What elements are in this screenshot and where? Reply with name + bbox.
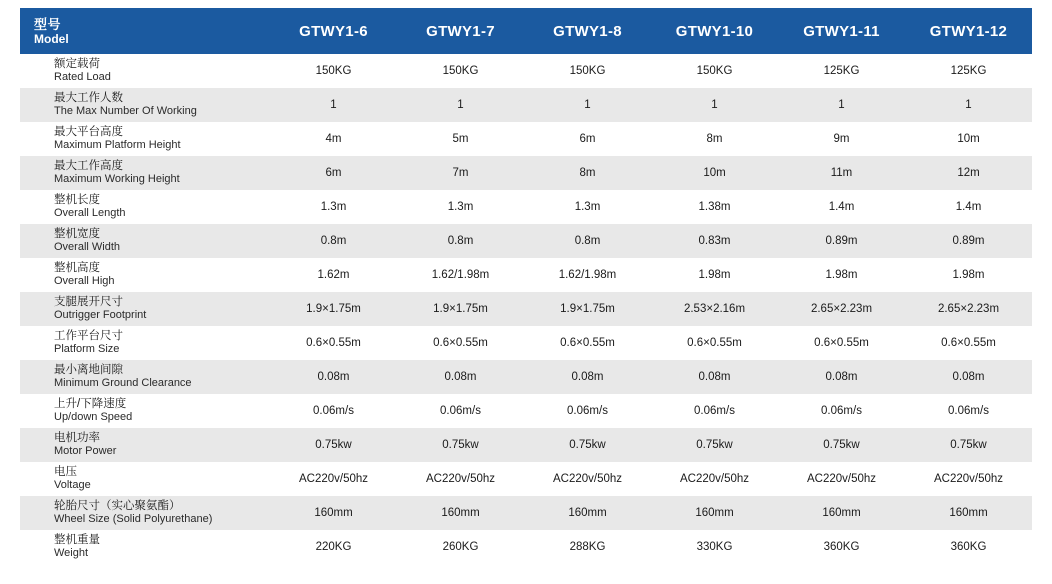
row-label-en: Outrigger Footprint [54,309,147,321]
cell-value: 0.08m [825,371,858,383]
row-label [20,360,270,394]
cell-value: 6m [325,167,342,179]
cell-value: 0.8m [447,235,474,247]
cell-value: 288KG [569,541,606,553]
cell-value: 1.3m [447,201,474,213]
header-model-label-en: Model [34,31,69,46]
row-label-cn: 电机功率 [54,432,100,444]
row-label-cn: 工作平台尺寸 [54,330,123,342]
table-row [20,326,1032,360]
cell-value: 1.9×1.75m [306,303,361,315]
row-label-cn: 整机重量 [54,534,100,546]
table-row [20,258,1032,292]
cell-value: 7m [452,167,469,179]
table-row [20,462,1032,496]
table-header-row [20,8,1032,54]
row-label-cn: 支腿展开尺寸 [54,296,123,308]
cell-value: 8m [579,167,596,179]
row-label [20,428,270,462]
cell-value: 1 [457,99,464,111]
row-label-cn: 整机宽度 [54,228,100,240]
cell-value: 2.65×2.23m [937,303,1000,315]
header-model-6: GTWY1-12 [905,8,1032,54]
cell-value: 360KG [950,541,987,553]
row-label-en: Platform Size [54,343,120,355]
cell-value: 1.9×1.75m [433,303,488,315]
cell-value: 330KG [696,541,733,553]
row-label-en: Minimum Ground Clearance [54,377,192,389]
cell-value: 0.83m [698,235,731,247]
cell-value: 2.65×2.23m [810,303,873,315]
header-model-5: GTWY1-11 [778,8,905,54]
cell-value: 1.3m [574,201,601,213]
header-model-2: GTWY1-7 [397,8,524,54]
table-row [20,224,1032,258]
cell-value: 8m [706,133,723,145]
cell-value: 0.6×0.55m [433,337,488,349]
cell-value: AC220v/50hz [298,473,369,485]
cell-value: AC220v/50hz [552,473,623,485]
cell-value: 125KG [823,65,860,77]
row-label-cn: 轮胎尺寸（实心聚氨酯） [54,500,181,512]
cell-value: 0.89m [952,235,985,247]
cell-value: 0.06m/s [948,405,989,417]
cell-value: 0.06m/s [821,405,862,417]
cell-value: AC220v/50hz [933,473,1004,485]
cell-value: 0.8m [320,235,347,247]
row-label [20,190,270,224]
row-label-cn: 额定载荷 [54,58,100,70]
table-row [20,190,1032,224]
table-row [20,88,1032,122]
cell-value: 0.06m/s [567,405,608,417]
cell-value: 1.62m [317,269,350,281]
header-model-3: GTWY1-8 [524,8,651,54]
cell-value: 1.9×1.75m [560,303,615,315]
cell-value: 1.4m [955,201,982,213]
cell-value: 10m [957,133,980,145]
cell-value: 0.08m [952,371,985,383]
row-label-cn: 最大工作人数 [54,92,123,104]
table-row [20,360,1032,394]
header-model-4: GTWY1-10 [651,8,778,54]
cell-value: 1.98m [698,269,731,281]
cell-value: 2.53×2.16m [683,303,746,315]
row-label-cn: 电压 [54,466,77,478]
cell-value: 12m [957,167,980,179]
cell-value: 160mm [822,507,861,519]
row-label-en: Overall Width [54,241,121,253]
cell-value: 0.8m [574,235,601,247]
row-label-cn: 整机长度 [54,194,100,206]
cell-value: 0.6×0.55m [814,337,869,349]
row-label-en: Maximum Platform Height [54,139,181,151]
cell-value: AC220v/50hz [679,473,750,485]
cell-value: 0.6×0.55m [941,337,996,349]
cell-value: 10m [703,167,726,179]
cell-value: 6m [579,133,596,145]
cell-value: AC220v/50hz [425,473,496,485]
table-header [20,8,1032,54]
cell-value: 1 [838,99,845,111]
table-row [20,292,1032,326]
cell-value: 0.75kw [315,439,352,451]
table-row [20,394,1032,428]
cell-value: 0.06m/s [440,405,481,417]
row-label-en: Overall High [54,275,115,287]
row-label-en: Voltage [54,479,91,491]
row-label [20,258,270,292]
cell-value: 0.06m/s [313,405,354,417]
row-label-cn: 最大平台高度 [54,126,123,138]
table-row [20,496,1032,530]
row-label [20,54,270,88]
cell-value: 9m [833,133,850,145]
cell-value: 0.89m [825,235,858,247]
table-body [20,54,1032,564]
row-label-cn: 整机高度 [54,262,100,274]
cell-value: 150KG [315,65,352,77]
cell-value: 0.08m [698,371,731,383]
cell-value: 0.6×0.55m [306,337,361,349]
cell-value: 0.75kw [569,439,606,451]
row-label-en: Weight [54,547,89,559]
row-label [20,462,270,496]
row-label-en: The Max Number Of Working [54,105,197,117]
row-label-en: Maximum Working Height [54,173,180,185]
cell-value: 0.08m [317,371,350,383]
cell-value: 1 [711,99,718,111]
row-label [20,496,270,530]
cell-value: 160mm [949,507,988,519]
cell-value: 1.38m [698,201,731,213]
table-row [20,530,1032,564]
cell-value: 1.3m [320,201,347,213]
cell-value: 160mm [441,507,480,519]
cell-value: 0.75kw [950,439,987,451]
row-label [20,224,270,258]
cell-value: 0.08m [571,371,604,383]
header-model-label-cn: 型号 [34,16,62,32]
row-label-cn: 最大工作高度 [54,160,123,172]
row-label-en: Wheel Size (Solid Polyurethane) [54,513,213,525]
specification-table-container [20,8,1032,564]
table-row [20,122,1032,156]
row-label [20,88,270,122]
cell-value: 5m [452,133,469,145]
header-model-label [20,8,270,54]
row-label-cn: 最小离地间隙 [54,364,123,376]
row-label-en: Overall Length [54,207,126,219]
cell-value: 150KG [696,65,733,77]
cell-value: 1 [330,99,337,111]
cell-value: AC220v/50hz [806,473,877,485]
cell-value: 1 [584,99,591,111]
cell-value: 1.62/1.98m [431,269,490,281]
cell-value: 1 [965,99,972,111]
specification-table [20,8,1032,564]
cell-value: 360KG [823,541,860,553]
cell-value: 0.6×0.55m [560,337,615,349]
cell-value: 1.98m [825,269,858,281]
cell-value: 1.4m [828,201,855,213]
row-label [20,292,270,326]
cell-value: 0.75kw [442,439,479,451]
cell-value: 0.6×0.55m [687,337,742,349]
cell-value: 4m [325,133,342,145]
cell-value: 150KG [569,65,606,77]
row-label [20,122,270,156]
row-label [20,394,270,428]
cell-value: 0.06m/s [694,405,735,417]
cell-value: 160mm [314,507,353,519]
cell-value: 220KG [315,541,352,553]
cell-value: 260KG [442,541,479,553]
row-label-en: Up/down Speed [54,411,133,423]
row-label-en: Motor Power [54,445,117,457]
cell-value: 11m [830,167,853,179]
row-label-en: Rated Load [54,71,111,83]
row-label-cn: 上升/下降速度 [54,398,127,410]
cell-value: 160mm [568,507,607,519]
cell-value: 0.75kw [696,439,733,451]
cell-value: 0.75kw [823,439,860,451]
cell-value: 0.08m [444,371,477,383]
cell-value: 150KG [442,65,479,77]
table-row [20,428,1032,462]
table-row [20,54,1032,88]
row-label [20,530,270,564]
cell-value: 1.62/1.98m [558,269,617,281]
row-label [20,156,270,190]
cell-value: 1.98m [952,269,985,281]
cell-value: 160mm [695,507,734,519]
table-row [20,156,1032,190]
cell-value: 125KG [950,65,987,77]
row-label [20,326,270,360]
header-model-1: GTWY1-6 [270,8,397,54]
